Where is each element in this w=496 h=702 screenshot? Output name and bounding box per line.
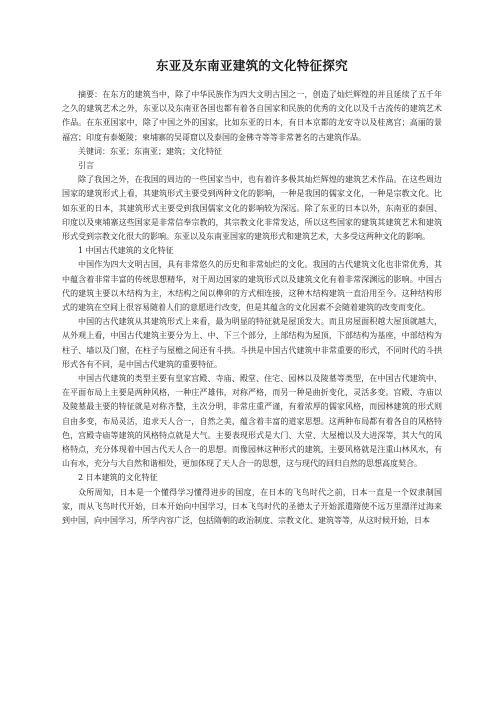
section-1-paragraph-2: 中国的古代建筑从其建筑形式上来看，最为明显的特征就是屋顶发大。而且房屋面积越大屋顶就越大，从外观上看，中国古代建筑主要分为上、中、下三个部分，上部结构为屋顶，下部结构为基座，中部结构为柱子、墙以及门窗，在柱子与屋檐之间还有斗拱。斗拱是中国古代建筑中非常重要的形式，不同时代的斗拱形式各有不同，是中国古代建筑的重要特征。 (62, 317, 442, 369)
section-1-paragraph-3: 中国古代建筑的类型主要有皇家宫殿、寺庙、殿堂、住宅、园林以及陵墓等类型，在中国古代建筑中，在平面布局上主要是两种风格，一种庄严雄伟，对称严格，而另一种是曲折变化，灵活多变。宫殿、寺庙以及陵墓最主要的特征就是对称齐整，主次分明，非常庄重严谨，有着浓厚的儒家风格，而园林建筑的形式则自由多变，布局灵活，追求天人合一，自然之美，蕴含着丰富的道家思想。这两种布局都有着各自的风格特色，宫殿寺庙等建筑的风格特点就是大气。主要表现形式是大门、大堂、大屋檐以及大进深等，其大气的风格特点，充分体现着中国古代天人合一的思想。而像园林这种形式的建筑，主要风格就是注重山林风水，有山有水，充分与大自然和谐相处，更加体现了天人合一的思想，这与现代的回归自然的思想高度契合。 (62, 374, 442, 469)
section-1-heading: 1 中国古代建筑的文化特征 (78, 246, 174, 256)
section-2-heading: 2 日本建筑的文化特征 (78, 473, 158, 483)
keywords-line: 关键词：东亚；东南亚；建筑；文化特征 (78, 146, 222, 156)
section-1-paragraph-1: 中国作为四大文明古国，具有非常悠久的历史和非常灿烂的文化。我国的古代建筑文化也非常优秀，其中蕴含着非常丰富的传统思想精华，对于周边国家的建筑形式以及建筑文化有着非常深渊远的影响。中国古代的建筑主要以木结构为主，木结构之间以榫卯的方式相连接，这种木结构建筑一直沿用至今。这种结构形式的建筑在空间上很容易随着人们的意愿进行改变，但是其蕴含的文化因素不会随着建筑的改变而变化。 (62, 260, 442, 313)
section-2-paragraph-1: 众所周知，日本是一个懂得学习懂得进步的国度，在日本的飞鸟时代之前，日本一直是一个奴隶制国家，而从飞鸟时代开始，日本开始向中国学习，日本飞鸟时代的圣德太子开始派遣隋使不远万里漂洋过海来到中国，向中国学习，所学内容广泛，包括隋朝的政治制度、宗教文化、建筑等等，从这时候开始，日本 (62, 487, 442, 526)
abstract-paragraph: 摘要：在东方的建筑当中，除了中华民族作为四大文明古国之一，创造了灿烂辉煌的并且延续了五千年之久的建筑艺术之外，东亚以及东南亚各国也都有着各自国家和民族的优秀的文化以及千古流传的建筑艺术作品。在东亚国家中，除了中国之外的国家，比如东亚的日本，有日本京都的龙安寺以及桂离宫；高丽的景福宫；印度有泰姬陵；柬埔寨的吴哥窟以及泰国的金佛寺等等非常著名的古建筑作品。 (62, 90, 442, 142)
paper-title: 东亚及东南亚建筑的文化特征探究 (155, 58, 348, 73)
intro-paragraph: 除了我国之外，在我国的周边的一些国家当中，也有着许多极其灿烂辉煌的建筑艺术作品。在这些周边国家的建筑形式上看，其建筑形式主要受到两种文化的影响，一种是我国的儒家文化，一种是宗教文化。比如东亚的日本，其建筑形式主要受到我国儒家文化的影响较为深远。除了东亚的日本以外，东南亚的泰国、印度以及柬埔寨这些国家是非常信奉宗教的，其宗教文化非常发达，所以这些国家的建筑其建筑艺术和建筑形式受到宗教文化很大的影响。东亚以及东南亚国家的建筑形式和建筑艺术，大多受这两种文化的影响。 (62, 175, 442, 242)
intro-heading: 引言 (78, 161, 94, 171)
